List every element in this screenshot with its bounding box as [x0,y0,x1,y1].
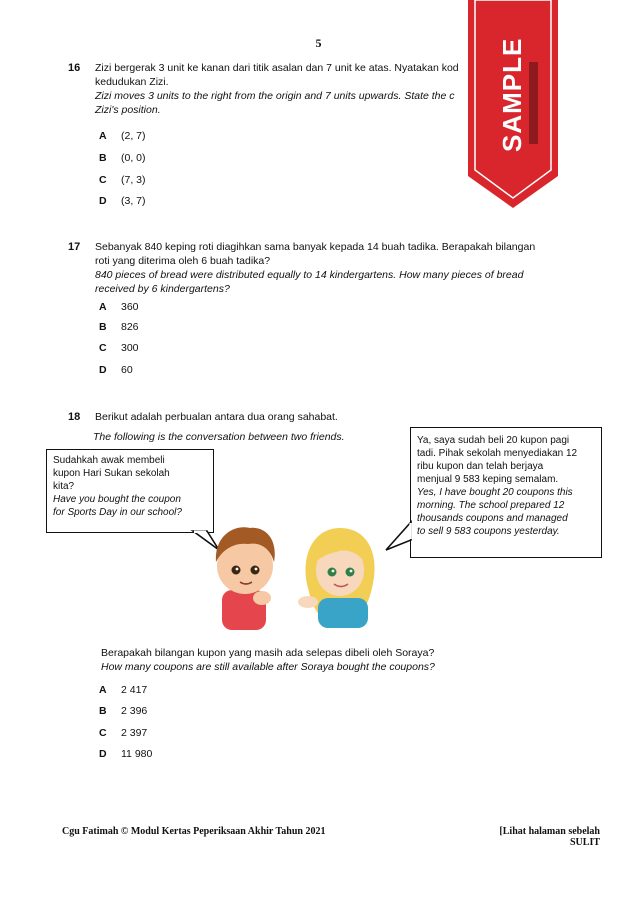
question-18-intro-malay: Berikut adalah perbualan antara dua orang sahabat. [95,411,338,423]
question-17-malay-line-2: roti yang diterima oleh 6 buah tadika? [95,255,271,267]
question-17-english-line-1: 840 pieces of bread were distributed equally to 14 kindergartens. How many pieces of bread [95,269,524,281]
q17-option-b[interactable]: B 826 [99,321,139,333]
q18-option-a[interactable]: A 2 417 [99,684,148,696]
speech-bubble-left [46,449,214,533]
bubble-left-english-1: Have you bought the coupon [53,494,181,505]
question-16-number: 16 [68,62,81,74]
question-16-text [95,61,465,117]
question-17-text [95,240,565,296]
footer-confidential: SULIT [569,837,600,848]
page-number: 5 [315,36,322,50]
footer-next-page [480,826,600,848]
question-18-number: 18 [68,411,81,423]
girl-icon [298,528,375,628]
bubble-right-english-2: morning. The school prepared 12 [417,500,565,511]
question-16-english-line-1: Zizi moves 3 units to the right from the origin and 7 units upwards. State the c [95,90,455,102]
q16-option-a[interactable]: A (2, 7) [99,130,146,142]
q16-option-b[interactable]: B (0, 0) [99,152,146,164]
bubble-left-malay-3: kita? [53,481,75,492]
bubble-right-malay-2: tadi. Pihak sekolah menyediakan 12 [417,448,578,459]
bubble-right-english-4: to sell 9 583 coupons yesterday. [417,526,560,537]
bubble-right-malay-1: Ya, saya sudah beli 20 kupon pagi [417,435,570,446]
boy-icon [216,527,275,630]
question-18-malay: Berapakah bilangan kupon yang masih ada selepas dibeli oleh Soraya? [101,647,435,659]
sample-watermark-text: SAMPLE [497,37,527,152]
q18-option-b[interactable]: B 2 396 [99,705,148,717]
bubble-right-malay-3: ribu kupon dan telah berjaya [417,461,544,472]
footer-next-page-text: [Lihat halaman sebelah [499,826,600,837]
bubble-right-english-1: Yes, I have bought 20 coupons this [417,487,573,498]
q17-option-c[interactable]: C 300 [99,342,139,354]
q16-option-d[interactable]: D (3, 7) [99,195,146,207]
q17-option-d[interactable]: D 60 [99,364,133,376]
q18-option-d[interactable]: D 11 980 [99,748,153,760]
ribbon-sub-band [529,62,538,144]
question-16-malay-line-1: Zizi bergerak 3 unit ke kanan dari titik asalan dan 7 unit ke atas. Nyatakan kod [95,62,459,74]
question-17-malay-line-1: Sebanyak 840 keping roti diagihkan sama banyak kepada 14 buah tadika. Berapakah bilangan [95,241,536,253]
bubble-left-malay-2: kupon Hari Sukan sekolah [53,468,170,479]
two-friends-illustration [200,518,400,630]
question-17-number: 17 [68,241,81,253]
bubble-right-malay-4: menjual 9 583 keping semalam. [417,474,559,485]
question-16-malay-line-2: kedudukan Zizi. [95,76,169,88]
q17-option-a[interactable]: A 360 [99,301,139,313]
question-18-intro-english: The following is the conversation between two friends. [93,431,345,443]
question-17-english-line-2: received by 6 kindergartens? [95,283,230,295]
q18-option-c[interactable]: C 2 397 [99,727,148,739]
question-18-english: How many coupons are still available after Soraya bought the coupons? [101,661,435,673]
sample-ribbon [466,0,560,210]
speech-bubble-right [410,427,602,558]
q16-option-c[interactable]: C (7, 3) [99,174,146,186]
question-16-english-line-2: Zizi's position. [95,104,161,116]
footer-credit: Cgu Fatimah © Modul Kertas Peperiksaan Akhir Tahun 2021 [62,826,326,837]
bubble-left-malay-1: Sudahkah awak membeli [53,455,165,466]
bubble-right-english-3: thousands coupons and managed [417,513,568,524]
bubble-left-english-2: for Sports Day in our school? [53,507,182,518]
